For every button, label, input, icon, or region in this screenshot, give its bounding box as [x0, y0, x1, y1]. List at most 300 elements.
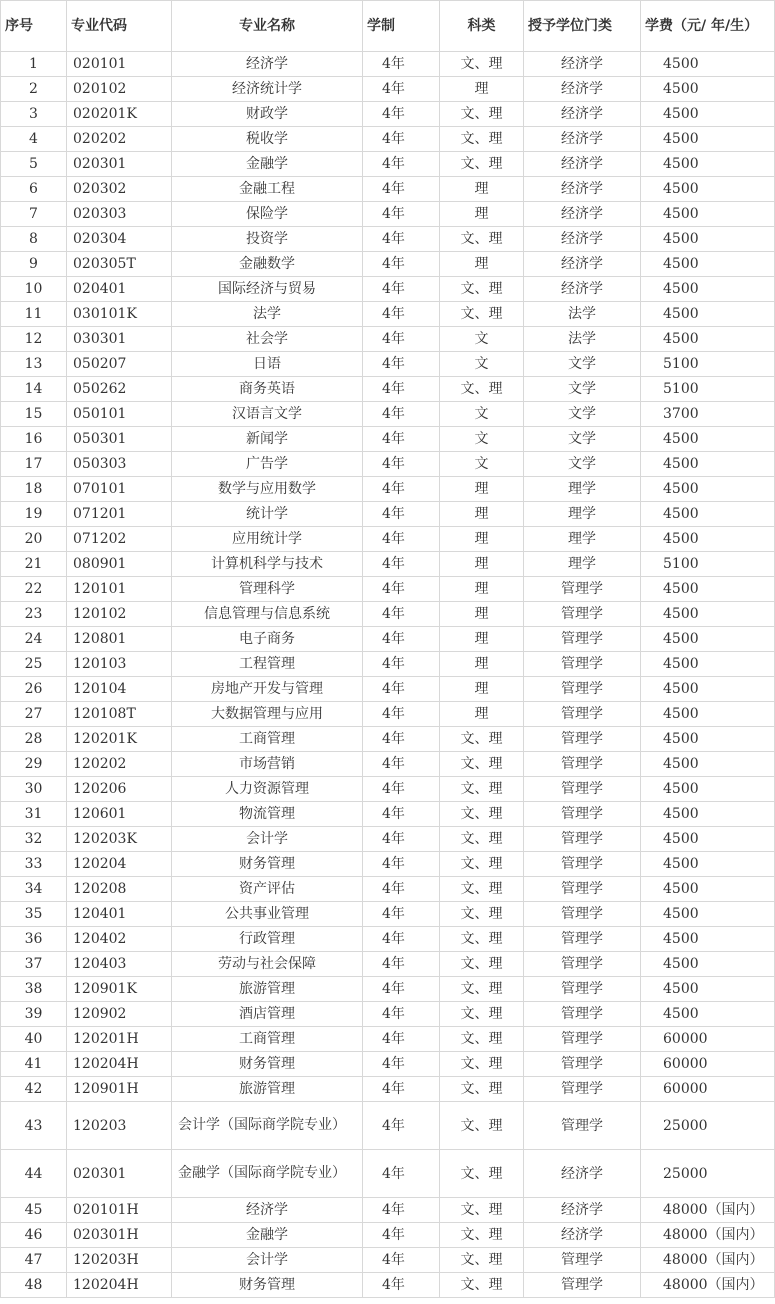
cell-name: 金融学 [172, 1223, 363, 1248]
cell-category: 文、理 [440, 127, 524, 152]
cell-degree: 管理学 [524, 827, 641, 852]
cell-category: 文、理 [440, 1223, 524, 1248]
cell-category: 文、理 [440, 1027, 524, 1052]
cell-no: 19 [1, 502, 67, 527]
cell-duration: 4年 [363, 527, 440, 552]
table-row [1, 802, 775, 827]
table-row [1, 152, 775, 177]
cell-category: 理 [440, 602, 524, 627]
cell-fee: 4500 [641, 802, 775, 827]
cell-name: 应用统计学 [172, 527, 363, 552]
table-row [1, 377, 775, 402]
cell-category: 文、理 [440, 1077, 524, 1102]
cell-name: 旅游管理 [172, 977, 363, 1002]
cell-category: 文、理 [440, 102, 524, 127]
cell-name: 财务管理 [172, 1273, 363, 1298]
cell-degree: 经济学 [524, 227, 641, 252]
cell-code: 020301 [67, 1150, 172, 1198]
cell-code: 120201K [67, 727, 172, 752]
cell-code: 050101 [67, 402, 172, 427]
cell-code: 120202 [67, 752, 172, 777]
cell-no: 36 [1, 927, 67, 952]
cell-no: 44 [1, 1150, 67, 1198]
cell-duration: 4年 [363, 327, 440, 352]
cell-code: 120901K [67, 977, 172, 1002]
cell-code: 020202 [67, 127, 172, 152]
cell-no: 32 [1, 827, 67, 852]
cell-degree: 法学 [524, 327, 641, 352]
cell-category: 理 [440, 477, 524, 502]
header-code: 专业代码 [67, 1, 172, 52]
cell-degree: 经济学 [524, 1223, 641, 1248]
cell-category: 文、理 [440, 802, 524, 827]
cell-degree: 管理学 [524, 1273, 641, 1298]
cell-name: 行政管理 [172, 927, 363, 952]
cell-code: 080901 [67, 552, 172, 577]
cell-no: 3 [1, 102, 67, 127]
table-row [1, 852, 775, 877]
table-row [1, 277, 775, 302]
cell-name: 酒店管理 [172, 1002, 363, 1027]
cell-code: 120201H [67, 1027, 172, 1052]
cell-degree: 管理学 [524, 902, 641, 927]
cell-degree: 管理学 [524, 702, 641, 727]
cell-duration: 4年 [363, 577, 440, 602]
header-no: 序号 [1, 1, 67, 52]
table-row [1, 1027, 775, 1052]
cell-code: 120203K [67, 827, 172, 852]
table-row [1, 1052, 775, 1077]
cell-degree: 理学 [524, 552, 641, 577]
table-row [1, 327, 775, 352]
cell-degree: 管理学 [524, 1002, 641, 1027]
table-row [1, 702, 775, 727]
cell-category: 理 [440, 527, 524, 552]
cell-no: 31 [1, 802, 67, 827]
cell-code: 120203 [67, 1102, 172, 1150]
cell-degree: 管理学 [524, 752, 641, 777]
cell-duration: 4年 [363, 1150, 440, 1198]
cell-no: 42 [1, 1077, 67, 1102]
table-row [1, 727, 775, 752]
cell-degree: 管理学 [524, 627, 641, 652]
table-row [1, 577, 775, 602]
cell-code: 050303 [67, 452, 172, 477]
cell-name: 财政学 [172, 102, 363, 127]
cell-code: 030301 [67, 327, 172, 352]
cell-name: 金融工程 [172, 177, 363, 202]
cell-no: 9 [1, 252, 67, 277]
cell-code: 120203H [67, 1248, 172, 1273]
cell-code: 120102 [67, 602, 172, 627]
cell-fee: 4500 [641, 152, 775, 177]
header-row [1, 1, 775, 52]
cell-duration: 4年 [363, 1248, 440, 1273]
cell-degree: 文学 [524, 402, 641, 427]
cell-duration: 4年 [363, 202, 440, 227]
cell-degree: 管理学 [524, 1027, 641, 1052]
cell-duration: 4年 [363, 52, 440, 77]
cell-name: 电子商务 [172, 627, 363, 652]
cell-name: 财务管理 [172, 852, 363, 877]
cell-no: 11 [1, 302, 67, 327]
table-row [1, 1273, 775, 1298]
table-row [1, 827, 775, 852]
cell-fee: 4500 [641, 652, 775, 677]
cell-category: 文 [440, 352, 524, 377]
cell-code: 120801 [67, 627, 172, 652]
table-row [1, 677, 775, 702]
cell-no: 28 [1, 727, 67, 752]
cell-category: 文、理 [440, 902, 524, 927]
cell-name: 社会学 [172, 327, 363, 352]
cell-name: 新闻学 [172, 427, 363, 452]
table-row [1, 902, 775, 927]
cell-no: 38 [1, 977, 67, 1002]
cell-no: 10 [1, 277, 67, 302]
cell-category: 文、理 [440, 152, 524, 177]
cell-duration: 4年 [363, 477, 440, 502]
cell-category: 理 [440, 677, 524, 702]
cell-category: 理 [440, 577, 524, 602]
table-row [1, 627, 775, 652]
cell-no: 21 [1, 552, 67, 577]
cell-duration: 4年 [363, 727, 440, 752]
cell-category: 理 [440, 252, 524, 277]
cell-duration: 4年 [363, 902, 440, 927]
cell-no: 29 [1, 752, 67, 777]
cell-no: 35 [1, 902, 67, 927]
cell-name: 人力资源管理 [172, 777, 363, 802]
cell-fee: 5100 [641, 552, 775, 577]
cell-category: 文、理 [440, 927, 524, 952]
cell-fee: 4500 [641, 877, 775, 902]
table-row [1, 952, 775, 977]
cell-duration: 4年 [363, 252, 440, 277]
cell-name: 财务管理 [172, 1052, 363, 1077]
cell-name: 经济学 [172, 52, 363, 77]
cell-name: 会计学 [172, 827, 363, 852]
cell-category: 文、理 [440, 1052, 524, 1077]
table-row [1, 227, 775, 252]
cell-fee: 4500 [641, 77, 775, 102]
cell-fee: 4500 [641, 202, 775, 227]
cell-fee: 48000（国内） [641, 1198, 775, 1223]
table-row [1, 752, 775, 777]
cell-no: 25 [1, 652, 67, 677]
cell-fee: 4500 [641, 527, 775, 552]
cell-no: 17 [1, 452, 67, 477]
cell-duration: 4年 [363, 627, 440, 652]
cell-category: 文、理 [440, 377, 524, 402]
cell-category: 文、理 [440, 852, 524, 877]
cell-duration: 4年 [363, 377, 440, 402]
cell-degree: 经济学 [524, 77, 641, 102]
cell-no: 20 [1, 527, 67, 552]
cell-fee: 25000 [641, 1102, 775, 1150]
cell-name: 工程管理 [172, 652, 363, 677]
table-row [1, 52, 775, 77]
cell-duration: 4年 [363, 102, 440, 127]
cell-fee: 4500 [641, 577, 775, 602]
cell-fee: 4500 [641, 502, 775, 527]
cell-name: 会计学 [172, 1248, 363, 1273]
cell-code: 020301 [67, 152, 172, 177]
cell-duration: 4年 [363, 427, 440, 452]
cell-duration: 4年 [363, 677, 440, 702]
cell-code: 120601 [67, 802, 172, 827]
cell-category: 文、理 [440, 777, 524, 802]
cell-code: 120104 [67, 677, 172, 702]
cell-degree: 管理学 [524, 1052, 641, 1077]
cell-fee: 4500 [641, 677, 775, 702]
cell-degree: 文学 [524, 427, 641, 452]
cell-duration: 4年 [363, 802, 440, 827]
table-row [1, 452, 775, 477]
cell-category: 文、理 [440, 1002, 524, 1027]
cell-fee: 4500 [641, 102, 775, 127]
cell-duration: 4年 [363, 452, 440, 477]
cell-fee: 5100 [641, 352, 775, 377]
cell-degree: 管理学 [524, 802, 641, 827]
cell-category: 理 [440, 627, 524, 652]
cell-name: 旅游管理 [172, 1077, 363, 1102]
cell-category: 文、理 [440, 1273, 524, 1298]
cell-degree: 经济学 [524, 152, 641, 177]
cell-name: 会计学（国际商学院专业） [172, 1102, 363, 1150]
table-row [1, 777, 775, 802]
cell-duration: 4年 [363, 827, 440, 852]
cell-duration: 4年 [363, 852, 440, 877]
cell-duration: 4年 [363, 302, 440, 327]
cell-no: 41 [1, 1052, 67, 1077]
table-row [1, 127, 775, 152]
cell-no: 12 [1, 327, 67, 352]
table-row [1, 177, 775, 202]
cell-no: 13 [1, 352, 67, 377]
cell-code: 020301H [67, 1223, 172, 1248]
cell-category: 文、理 [440, 302, 524, 327]
cell-fee: 4500 [641, 902, 775, 927]
cell-degree: 经济学 [524, 1198, 641, 1223]
cell-code: 020101 [67, 52, 172, 77]
cell-no: 39 [1, 1002, 67, 1027]
header-duration: 学制 [363, 1, 440, 52]
cell-degree: 理学 [524, 477, 641, 502]
cell-code: 071201 [67, 502, 172, 527]
cell-no: 8 [1, 227, 67, 252]
cell-fee: 5100 [641, 377, 775, 402]
cell-name: 税收学 [172, 127, 363, 152]
cell-name: 经济统计学 [172, 77, 363, 102]
cell-name: 管理科学 [172, 577, 363, 602]
cell-no: 4 [1, 127, 67, 152]
cell-no: 46 [1, 1223, 67, 1248]
cell-degree: 理学 [524, 527, 641, 552]
cell-no: 24 [1, 627, 67, 652]
cell-category: 文 [440, 427, 524, 452]
table-row [1, 527, 775, 552]
cell-category: 文、理 [440, 1102, 524, 1150]
cell-code: 030101K [67, 302, 172, 327]
cell-code: 020401 [67, 277, 172, 302]
cell-duration: 4年 [363, 127, 440, 152]
cell-code: 120108T [67, 702, 172, 727]
cell-duration: 4年 [363, 777, 440, 802]
table-row [1, 427, 775, 452]
cell-fee: 4500 [641, 952, 775, 977]
cell-degree: 经济学 [524, 1150, 641, 1198]
cell-duration: 4年 [363, 1077, 440, 1102]
cell-name: 汉语言文学 [172, 402, 363, 427]
cell-degree: 经济学 [524, 277, 641, 302]
cell-degree: 管理学 [524, 927, 641, 952]
cell-no: 30 [1, 777, 67, 802]
cell-no: 5 [1, 152, 67, 177]
cell-fee: 4500 [641, 752, 775, 777]
cell-code: 020305T [67, 252, 172, 277]
cell-name: 大数据管理与应用 [172, 702, 363, 727]
cell-name: 数学与应用数学 [172, 477, 363, 502]
cell-category: 文、理 [440, 1150, 524, 1198]
cell-duration: 4年 [363, 402, 440, 427]
cell-fee: 60000 [641, 1052, 775, 1077]
cell-name: 工商管理 [172, 1027, 363, 1052]
cell-no: 22 [1, 577, 67, 602]
table-row [1, 77, 775, 102]
cell-no: 18 [1, 477, 67, 502]
cell-category: 文、理 [440, 52, 524, 77]
cell-no: 26 [1, 677, 67, 702]
cell-fee: 4500 [641, 777, 775, 802]
table-row [1, 502, 775, 527]
cell-duration: 4年 [363, 652, 440, 677]
cell-degree: 管理学 [524, 1077, 641, 1102]
cell-no: 23 [1, 602, 67, 627]
cell-degree: 理学 [524, 502, 641, 527]
cell-code: 120401 [67, 902, 172, 927]
cell-duration: 4年 [363, 502, 440, 527]
cell-code: 020101H [67, 1198, 172, 1223]
cell-category: 理 [440, 652, 524, 677]
cell-degree: 法学 [524, 302, 641, 327]
cell-category: 文、理 [440, 277, 524, 302]
cell-category: 理 [440, 702, 524, 727]
table-row [1, 652, 775, 677]
cell-fee: 4500 [641, 277, 775, 302]
table-row [1, 1150, 775, 1198]
cell-category: 文、理 [440, 727, 524, 752]
header-fee: 学费（元/ 年/生） [641, 1, 775, 52]
cell-degree: 经济学 [524, 102, 641, 127]
table-row [1, 1248, 775, 1273]
cell-degree: 管理学 [524, 852, 641, 877]
cell-duration: 4年 [363, 77, 440, 102]
cell-code: 050301 [67, 427, 172, 452]
table-row [1, 202, 775, 227]
cell-name: 物流管理 [172, 802, 363, 827]
cell-category: 文、理 [440, 752, 524, 777]
table-row [1, 977, 775, 1002]
table-row [1, 1223, 775, 1248]
cell-name: 公共事业管理 [172, 902, 363, 927]
cell-name: 计算机科学与技术 [172, 552, 363, 577]
table-row [1, 402, 775, 427]
cell-no: 34 [1, 877, 67, 902]
cell-category: 文、理 [440, 952, 524, 977]
cell-fee: 4500 [641, 127, 775, 152]
cell-degree: 管理学 [524, 602, 641, 627]
cell-degree: 经济学 [524, 127, 641, 152]
cell-degree: 管理学 [524, 727, 641, 752]
cell-duration: 4年 [363, 277, 440, 302]
cell-code: 120101 [67, 577, 172, 602]
cell-fee: 4500 [641, 327, 775, 352]
cell-degree: 经济学 [524, 252, 641, 277]
cell-category: 文、理 [440, 827, 524, 852]
cell-no: 33 [1, 852, 67, 877]
cell-degree: 文学 [524, 352, 641, 377]
cell-duration: 4年 [363, 1002, 440, 1027]
cell-code: 071202 [67, 527, 172, 552]
cell-degree: 管理学 [524, 677, 641, 702]
cell-duration: 4年 [363, 1027, 440, 1052]
cell-fee: 4500 [641, 177, 775, 202]
cell-fee: 4500 [641, 302, 775, 327]
cell-no: 14 [1, 377, 67, 402]
cell-fee: 4500 [641, 627, 775, 652]
cell-degree: 经济学 [524, 177, 641, 202]
cell-duration: 4年 [363, 1273, 440, 1298]
cell-fee: 48000（国内） [641, 1273, 775, 1298]
cell-name: 金融数学 [172, 252, 363, 277]
cell-no: 40 [1, 1027, 67, 1052]
table-row [1, 1102, 775, 1150]
cell-no: 6 [1, 177, 67, 202]
cell-fee: 60000 [641, 1077, 775, 1102]
cell-name: 保险学 [172, 202, 363, 227]
cell-code: 120204H [67, 1273, 172, 1298]
cell-duration: 4年 [363, 952, 440, 977]
cell-name: 工商管理 [172, 727, 363, 752]
cell-fee: 4500 [641, 927, 775, 952]
table-row [1, 352, 775, 377]
cell-category: 文 [440, 327, 524, 352]
cell-name: 统计学 [172, 502, 363, 527]
cell-fee: 4500 [641, 827, 775, 852]
table-row [1, 477, 775, 502]
cell-no: 16 [1, 427, 67, 452]
cell-fee: 4500 [641, 477, 775, 502]
cell-degree: 管理学 [524, 952, 641, 977]
cell-category: 文、理 [440, 877, 524, 902]
cell-duration: 4年 [363, 1223, 440, 1248]
cell-code: 020102 [67, 77, 172, 102]
cell-duration: 4年 [363, 352, 440, 377]
header-category: 科类 [440, 1, 524, 52]
cell-duration: 4年 [363, 602, 440, 627]
cell-code: 020201K [67, 102, 172, 127]
cell-name: 市场营销 [172, 752, 363, 777]
table-row [1, 877, 775, 902]
cell-category: 理 [440, 77, 524, 102]
cell-degree: 管理学 [524, 1248, 641, 1273]
cell-fee: 4500 [641, 977, 775, 1002]
table-row [1, 102, 775, 127]
cell-duration: 4年 [363, 152, 440, 177]
cell-code: 020304 [67, 227, 172, 252]
cell-name: 法学 [172, 302, 363, 327]
